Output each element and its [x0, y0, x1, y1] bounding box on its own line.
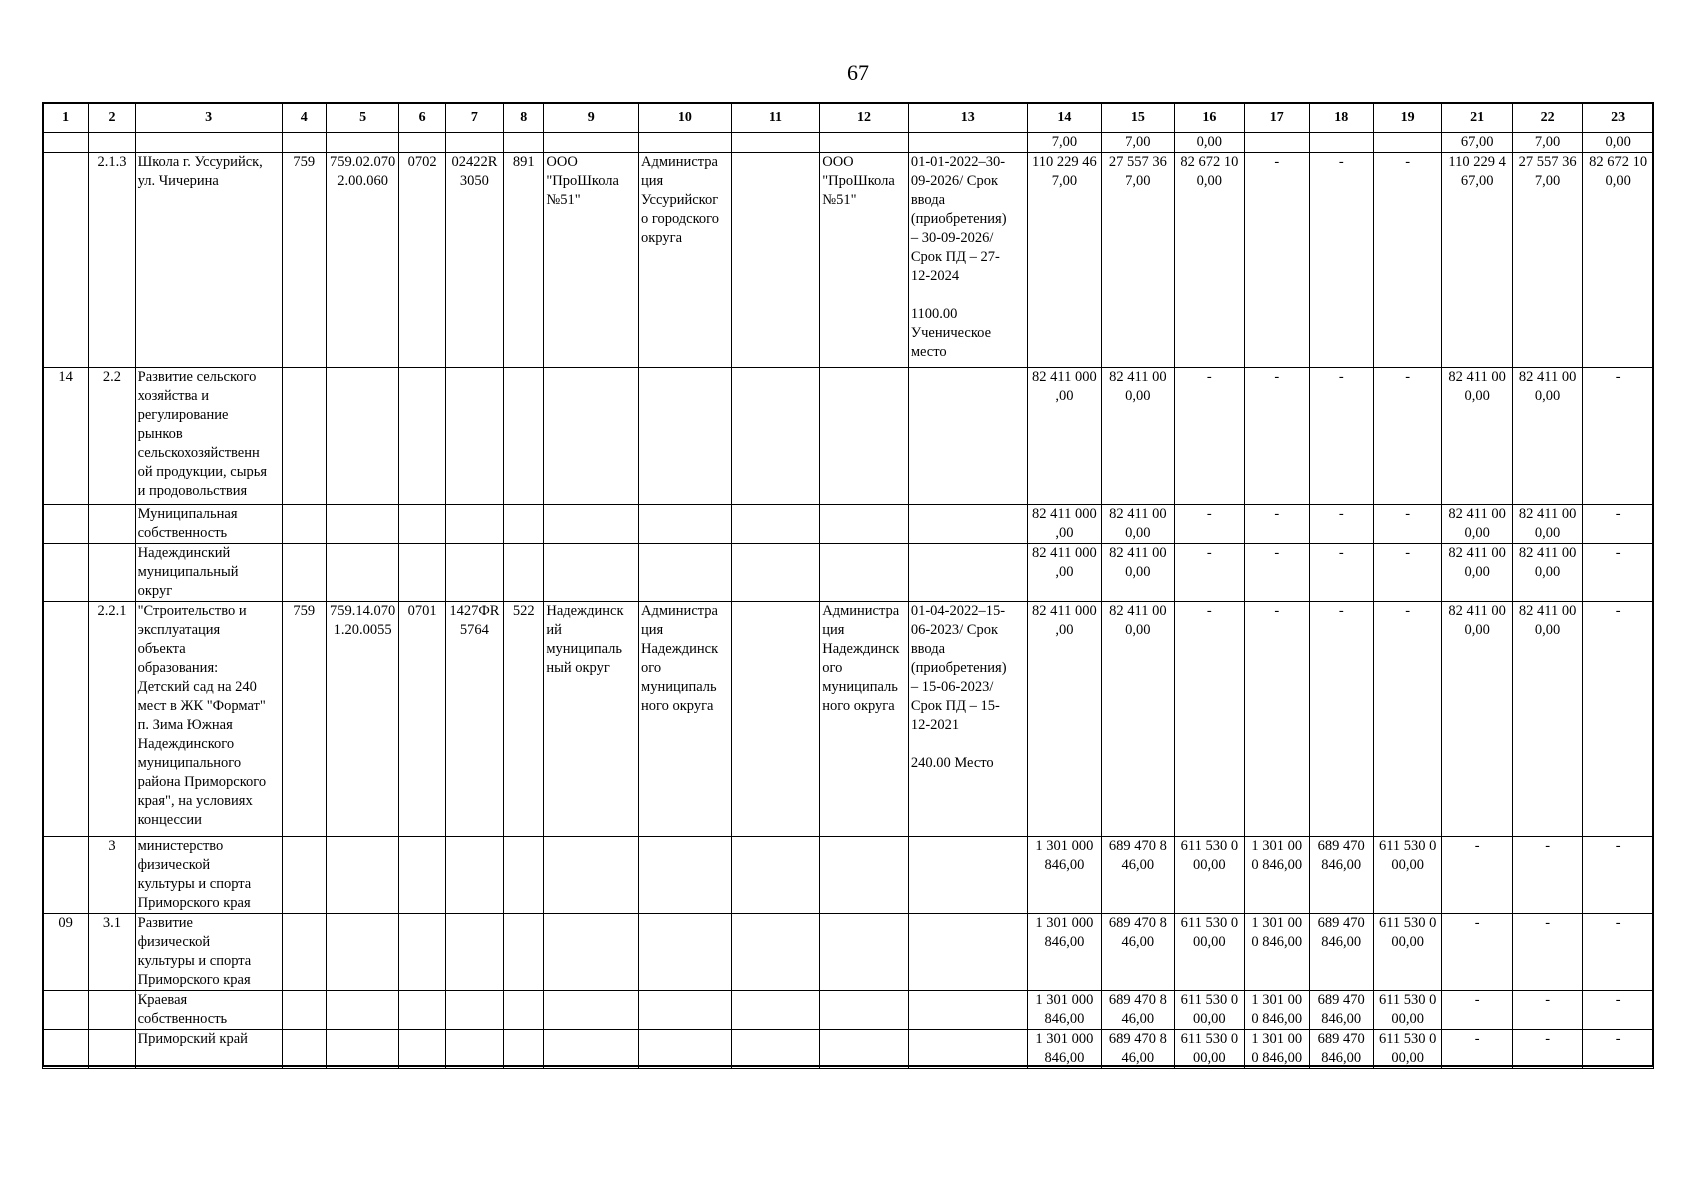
table-cell — [1309, 133, 1373, 153]
table-cell — [282, 914, 326, 991]
table-cell: - — [1512, 1030, 1582, 1069]
table-cell — [820, 368, 909, 505]
table-cell: 0,00 — [1583, 133, 1654, 153]
table-cell — [445, 133, 503, 153]
table-cell — [445, 914, 503, 991]
table-cell — [639, 1030, 732, 1069]
table-row — [43, 505, 1654, 544]
table-row — [43, 544, 1654, 602]
table-cell — [820, 914, 909, 991]
table-cell: 82 411 00 0,00 — [1512, 544, 1582, 602]
table-cell — [544, 133, 639, 153]
table-cell — [399, 837, 445, 914]
table-cell — [399, 991, 445, 1030]
table-cell: 759 — [282, 602, 326, 837]
table-cell — [639, 368, 732, 505]
header-cell: 1 — [43, 103, 89, 133]
table-row — [43, 602, 1654, 837]
table-cell — [282, 505, 326, 544]
table-cell — [639, 837, 732, 914]
table-cell — [326, 914, 398, 991]
table-cell — [326, 991, 398, 1030]
table-cell: 82 411 00 0,00 — [1102, 602, 1174, 837]
table-cell: 110 229 4 67,00 — [1442, 153, 1512, 368]
header-cell: 16 — [1174, 103, 1244, 133]
table-cell: 1 301 000 846,00 — [1027, 914, 1102, 991]
table-row — [43, 991, 1654, 1030]
table-cell — [43, 153, 89, 368]
table-cell: 82 411 00 0,00 — [1442, 505, 1512, 544]
header-cell: 19 — [1373, 103, 1441, 133]
table-cell — [731, 544, 820, 602]
table-cell: - — [1174, 602, 1244, 837]
table-cell — [43, 602, 89, 837]
table-cell — [820, 1030, 909, 1069]
table-row — [43, 837, 1654, 914]
table-row — [43, 1030, 1654, 1069]
table-cell — [544, 368, 639, 505]
table-cell — [43, 837, 89, 914]
table-cell — [135, 133, 282, 153]
table-cell: 689 470 8 46,00 — [1102, 1030, 1174, 1069]
table-cell — [820, 505, 909, 544]
table-cell — [282, 133, 326, 153]
table-cell: 82 411 00 0,00 — [1442, 544, 1512, 602]
table-cell — [544, 544, 639, 602]
table-cell — [731, 153, 820, 368]
table-cell: 611 530 0 00,00 — [1174, 914, 1244, 991]
table-cell — [731, 505, 820, 544]
table-cell — [445, 505, 503, 544]
table-cell — [908, 505, 1027, 544]
table-cell: - — [1245, 153, 1309, 368]
table-cell — [504, 914, 544, 991]
table-cell — [326, 1030, 398, 1069]
table-cell: 82 411 000 ,00 — [1027, 505, 1102, 544]
table-row — [43, 914, 1654, 991]
table-cell — [43, 544, 89, 602]
header-cell: 14 — [1027, 103, 1102, 133]
table-cell: - — [1309, 153, 1373, 368]
table-cell: ООО "ПроШкола №51" — [820, 153, 909, 368]
table-cell: 0,00 — [1174, 133, 1244, 153]
table-cell — [504, 505, 544, 544]
table-cell: 1 301 000 846,00 — [1027, 1030, 1102, 1069]
table-cell: Администра ция Надеждинск ого муниципаль ного округа — [820, 602, 909, 837]
header-cell: 12 — [820, 103, 909, 133]
table-cell — [504, 133, 544, 153]
table-cell: 1427ФR 5764 — [445, 602, 503, 837]
table-cell — [326, 544, 398, 602]
table-cell — [908, 368, 1027, 505]
table-cell: - — [1309, 368, 1373, 505]
table-cell: - — [1512, 991, 1582, 1030]
table-cell: - — [1309, 505, 1373, 544]
table-cell: 02422R 3050 — [445, 153, 503, 368]
table-cell: Надеждинский муниципальный округ — [135, 544, 282, 602]
table-cell — [89, 991, 135, 1030]
budget-table — [42, 102, 1654, 1069]
table-cell — [544, 1030, 639, 1069]
table-cell — [43, 1030, 89, 1069]
table-cell — [399, 133, 445, 153]
table-cell: - — [1583, 837, 1654, 914]
table-cell — [326, 505, 398, 544]
table-cell: - — [1373, 602, 1441, 837]
table-cell: 611 530 0 00,00 — [1373, 837, 1441, 914]
table-cell: 110 229 46 7,00 — [1027, 153, 1102, 368]
header-cell: 17 — [1245, 103, 1309, 133]
table-cell: Развитие физической культуры и спорта Приморского края — [135, 914, 282, 991]
table-cell: 611 530 0 00,00 — [1174, 837, 1244, 914]
header-cell: 2 — [89, 103, 135, 133]
table-cell — [282, 991, 326, 1030]
table-cell — [282, 368, 326, 505]
table-cell: 01-01-2022–30- 09-2026/ Срок ввода (приобретения) – 30-09-2026/ Срок ПД – 27- 12-2024 1100.00 Ученическое место — [908, 153, 1027, 368]
table-cell: 1 301 000 846,00 — [1027, 837, 1102, 914]
table-cell — [639, 544, 732, 602]
table-cell: Развитие сельского хозяйства и регулирование рынков сельскохозяйственн ой продукции, сырья и продовольствия — [135, 368, 282, 505]
table-cell: - — [1583, 602, 1654, 837]
table-cell: 689 470 8 46,00 — [1102, 837, 1174, 914]
header-cell: 13 — [908, 103, 1027, 133]
table-cell: Администра ция Надеждинск ого муниципаль ного округа — [639, 602, 732, 837]
table-cell: Муниципальная собственность — [135, 505, 282, 544]
table-cell: - — [1442, 914, 1512, 991]
table-cell: 611 530 0 00,00 — [1373, 1030, 1441, 1069]
table-cell: 82 411 00 0,00 — [1102, 368, 1174, 505]
table-cell: 7,00 — [1512, 133, 1582, 153]
table-cell: Школа г. Уссурийск, ул. Чичерина — [135, 153, 282, 368]
table-cell: 82 411 00 0,00 — [1512, 602, 1582, 837]
table-cell: 759 — [282, 153, 326, 368]
table-cell — [908, 1030, 1027, 1069]
table-cell: "Строительство и эксплуатация объекта образования: Детский сад на 240 мест в ЖК "Формат" п. Зима Южная Надеждинского муниципального района Приморского края", на условиях концессии — [135, 602, 282, 837]
table-cell: 82 411 00 0,00 — [1442, 368, 1512, 505]
table-cell: Краевая собственность — [135, 991, 282, 1030]
table-row — [43, 133, 1654, 153]
table-cell — [544, 914, 639, 991]
table-cell: - — [1373, 544, 1441, 602]
table-cell: министерство физической культуры и спорта Приморского края — [135, 837, 282, 914]
table-cell — [399, 914, 445, 991]
table-cell — [731, 133, 820, 153]
table-cell: ООО "ПроШкола №51" — [544, 153, 639, 368]
table-cell — [282, 544, 326, 602]
table-cell: 611 530 0 00,00 — [1174, 991, 1244, 1030]
table-cell: 82 411 00 0,00 — [1102, 544, 1174, 602]
table-cell — [908, 914, 1027, 991]
table-cell: - — [1309, 544, 1373, 602]
table-cell — [326, 133, 398, 153]
table-cell: 82 411 000 ,00 — [1027, 602, 1102, 837]
table-cell — [544, 505, 639, 544]
table-cell: 27 557 36 7,00 — [1512, 153, 1582, 368]
table-cell — [89, 544, 135, 602]
table-cell — [1245, 133, 1309, 153]
table-cell — [731, 1030, 820, 1069]
table-cell — [504, 544, 544, 602]
table-cell: 82 411 000 ,00 — [1027, 368, 1102, 505]
table-cell: 1 301 00 0 846,00 — [1245, 914, 1309, 991]
table-cell — [731, 837, 820, 914]
table-cell: - — [1373, 505, 1441, 544]
table-cell: 09 — [43, 914, 89, 991]
table-cell — [639, 991, 732, 1030]
table-cell — [399, 1030, 445, 1069]
table-cell — [445, 837, 503, 914]
header-cell: 15 — [1102, 103, 1174, 133]
table-cell: 759.02.070 2.00.060 — [326, 153, 398, 368]
table-cell: - — [1174, 505, 1244, 544]
header-cell: 3 — [135, 103, 282, 133]
table-cell: 2.2.1 — [89, 602, 135, 837]
table-cell: - — [1373, 153, 1441, 368]
table-cell: 82 411 00 0,00 — [1102, 505, 1174, 544]
table-cell — [43, 133, 89, 153]
table-cell: - — [1442, 991, 1512, 1030]
header-cell: 23 — [1583, 103, 1654, 133]
table-cell: 3.1 — [89, 914, 135, 991]
table-cell — [43, 505, 89, 544]
table-cell: - — [1309, 602, 1373, 837]
table-cell: - — [1174, 368, 1244, 505]
table-cell: - — [1442, 837, 1512, 914]
table-cell — [820, 991, 909, 1030]
table-cell: 689 470 846,00 — [1309, 1030, 1373, 1069]
table-cell: - — [1245, 368, 1309, 505]
table-cell — [820, 133, 909, 153]
table-cell: - — [1583, 368, 1654, 505]
table-cell — [908, 991, 1027, 1030]
table-cell: 82 411 000 ,00 — [1027, 544, 1102, 602]
table-cell — [908, 133, 1027, 153]
table-cell: 689 470 8 46,00 — [1102, 991, 1174, 1030]
table-cell — [282, 1030, 326, 1069]
table-cell — [326, 837, 398, 914]
table-cell: 0701 — [399, 602, 445, 837]
table-cell — [399, 505, 445, 544]
table-cell: 27 557 36 7,00 — [1102, 153, 1174, 368]
table-cell: 2.1.3 — [89, 153, 135, 368]
header-cell: 6 — [399, 103, 445, 133]
table-cell: Администра ция Уссурийског о городского округа — [639, 153, 732, 368]
table-cell: 82 672 10 0,00 — [1174, 153, 1244, 368]
table-cell: 82 411 00 0,00 — [1512, 505, 1582, 544]
table-cell: 67,00 — [1442, 133, 1512, 153]
table-cell: 522 — [504, 602, 544, 837]
table-cell: 0702 — [399, 153, 445, 368]
table-cell — [504, 837, 544, 914]
header-cell: 11 — [731, 103, 820, 133]
table-row — [43, 153, 1654, 368]
table-cell: - — [1174, 544, 1244, 602]
table-cell — [731, 991, 820, 1030]
table-cell — [820, 544, 909, 602]
page-number: 67 — [847, 60, 869, 85]
table-cell: 611 530 0 00,00 — [1174, 1030, 1244, 1069]
table-cell — [445, 1030, 503, 1069]
table-cell — [639, 914, 732, 991]
table-cell — [89, 505, 135, 544]
table-cell — [504, 991, 544, 1030]
table-cell: - — [1373, 368, 1441, 505]
table-cell — [399, 368, 445, 505]
table-cell: 1 301 000 846,00 — [1027, 991, 1102, 1030]
table-cell: - — [1583, 1030, 1654, 1069]
table-cell — [544, 837, 639, 914]
table-cell: - — [1442, 1030, 1512, 1069]
header-cell: 5 — [326, 103, 398, 133]
table-cell: 689 470 846,00 — [1309, 837, 1373, 914]
table-cell — [89, 1030, 135, 1069]
table-cell — [731, 602, 820, 837]
table-cell — [820, 837, 909, 914]
table-cell: 1 301 00 0 846,00 — [1245, 837, 1309, 914]
table-cell — [504, 1030, 544, 1069]
table-cell: - — [1512, 914, 1582, 991]
table-cell — [445, 544, 503, 602]
header-row — [43, 103, 1654, 133]
table-cell: - — [1583, 544, 1654, 602]
table-cell: - — [1512, 837, 1582, 914]
table-cell: 82 672 10 0,00 — [1583, 153, 1654, 368]
header-cell: 22 — [1512, 103, 1582, 133]
table-cell — [731, 914, 820, 991]
header-cell: 4 — [282, 103, 326, 133]
table-cell: 689 470 8 46,00 — [1102, 914, 1174, 991]
table-cell — [908, 837, 1027, 914]
header-cell: 8 — [504, 103, 544, 133]
table-cell: 82 411 00 0,00 — [1512, 368, 1582, 505]
header-cell: 9 — [544, 103, 639, 133]
table-cell: 14 — [43, 368, 89, 505]
table-cell: - — [1245, 505, 1309, 544]
table-cell: - — [1583, 914, 1654, 991]
table-cell: - — [1245, 602, 1309, 837]
table-cell — [1373, 133, 1441, 153]
table-cell: Приморский край — [135, 1030, 282, 1069]
table-cell: 759.14.070 1.20.0055 — [326, 602, 398, 837]
table-cell: 611 530 0 00,00 — [1373, 914, 1441, 991]
table-cell — [43, 991, 89, 1030]
table-cell — [731, 368, 820, 505]
table-cell: 01-04-2022–15- 06-2023/ Срок ввода (приобретения) – 15-06-2023/ Срок ПД – 15- 12-2021 240.00 Место — [908, 602, 1027, 837]
table-cell — [504, 368, 544, 505]
table-cell: - — [1583, 991, 1654, 1030]
table-cell — [89, 133, 135, 153]
table-cell — [326, 368, 398, 505]
table-cell — [908, 544, 1027, 602]
table-cell — [399, 544, 445, 602]
table-cell: 2.2 — [89, 368, 135, 505]
header-cell: 7 — [445, 103, 503, 133]
header-cell: 21 — [1442, 103, 1512, 133]
table-cell: - — [1583, 505, 1654, 544]
table-cell — [639, 505, 732, 544]
table-cell: 1 301 00 0 846,00 — [1245, 1030, 1309, 1069]
table-cell: 689 470 846,00 — [1309, 991, 1373, 1030]
table-row — [43, 368, 1654, 505]
table-cell — [445, 368, 503, 505]
table-cell: 3 — [89, 837, 135, 914]
table-cell — [639, 133, 732, 153]
table-cell: 7,00 — [1027, 133, 1102, 153]
table-cell: 82 411 00 0,00 — [1442, 602, 1512, 837]
table-cell: 7,00 — [1102, 133, 1174, 153]
table-cell: 1 301 00 0 846,00 — [1245, 991, 1309, 1030]
table-cell — [445, 991, 503, 1030]
table-cell — [544, 991, 639, 1030]
table-cell — [282, 837, 326, 914]
table-cell: Надеждинск ий муниципаль ный округ — [544, 602, 639, 837]
table-cell: 689 470 846,00 — [1309, 914, 1373, 991]
table-cell: 611 530 0 00,00 — [1373, 991, 1441, 1030]
table-cell: 891 — [504, 153, 544, 368]
table-cell: - — [1245, 544, 1309, 602]
header-cell: 10 — [639, 103, 732, 133]
header-cell: 18 — [1309, 103, 1373, 133]
